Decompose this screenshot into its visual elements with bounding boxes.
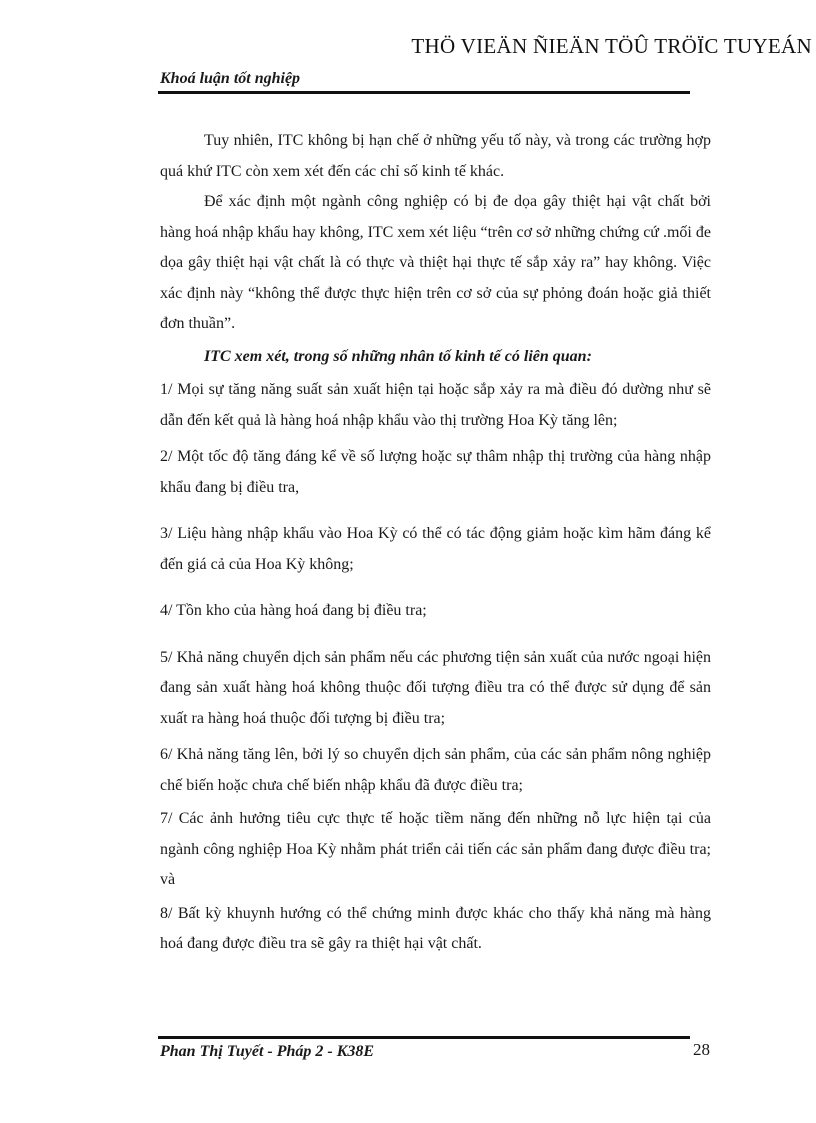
footer-rule <box>158 1036 690 1039</box>
list-item: 7/ Các ảnh hưởng tiêu cực thực tế hoặc tiềm năng đến những nỗ lực hiện tại của ngành công nghiệp Hoa Kỳ nhằm phát triển cải tiến các sản phẩm đang được điều tra; và <box>160 810 711 888</box>
page-number: 28 <box>693 1040 710 1059</box>
list-item: 5/ Khả năng chuyển dịch sản phẩm nếu các phương tiện sản xuất của nước ngoại hiện đang sản xuất hàng hoá không thuộc đối tượng điều tra có thể được sử dụng để sản xuất ra hàng hoá thuộc đối tượng bị điều tra; <box>160 648 711 727</box>
watermark: THÖ VIEÄN ÑIEÄN TÖÛ TRÖÏC TUYEÁN <box>411 34 812 58</box>
list-item: 3/ Liệu hàng nhập khẩu vào Hoa Kỳ có thể có tác động giảm hoặc kìm hãm đáng kể đến giá cả của Hoa Kỳ không; <box>160 525 711 573</box>
section-lead: ITC xem xét, trong số những nhân tố kinh tế có liên quan: <box>204 347 592 365</box>
list-item: 1/ Mọi sự tăng năng suất sản xuất hiện tại hoặc sắp xảy ra mà điều đó dường như sẽ dẫn đến kết quả là hàng hoá nhập khẩu vào thị trường Hoa Kỳ tăng lên; <box>160 381 711 429</box>
header-rule <box>158 91 690 94</box>
list-item: 2/ Một tốc độ tăng đáng kể về số lượng hoặc sự thâm nhập thị trường của hàng nhập khẩu đang bị điều tra, <box>160 448 711 496</box>
paragraph: Tuy nhiên, ITC không bị hạn chế ở những yếu tố này, và trong các trường hợp quá khứ ITC còn xem xét đến các chỉ số kinh tế khác. <box>160 132 711 180</box>
header-title: Khoá luận tốt nghiệp <box>160 70 301 87</box>
list-item: 8/ Bất kỳ khuynh hướng có thể chứng minh được khác cho thấy khả năng mà hàng hoá đang được điều tra sẽ gây ra thiệt hại vật chất. <box>160 904 711 952</box>
footer-author: Phan Thị Tuyết - Pháp 2 - K38E <box>160 1043 375 1060</box>
list-item: 6/ Khả năng tăng lên, bởi lý so chuyển dịch sản phẩm, của các sản phẩm nông nghiệp chế biến hoặc chưa chế biến nhập khẩu đã được điều tra; <box>160 746 711 794</box>
list-item: 4/ Tồn kho của hàng hoá đang bị điều tra; <box>160 602 427 619</box>
page-body <box>160 126 711 960</box>
paragraph: Để xác định một ngành công nghiệp có bị đe dọa gây thiệt hại vật chất bởi hàng hoá nhập khẩu hay không, ITC xem xét liệu “trên cơ sở những chứng cứ .mối đe dọa gây thiệt hại vật chất là có thực và thiệt hại thực tế sắp xảy ra” hay không. Việc xác định này “không thể được thực hiện trên cơ sở của sự phỏng đoán hoặc giả thiết đơn thuần”. <box>160 193 711 332</box>
